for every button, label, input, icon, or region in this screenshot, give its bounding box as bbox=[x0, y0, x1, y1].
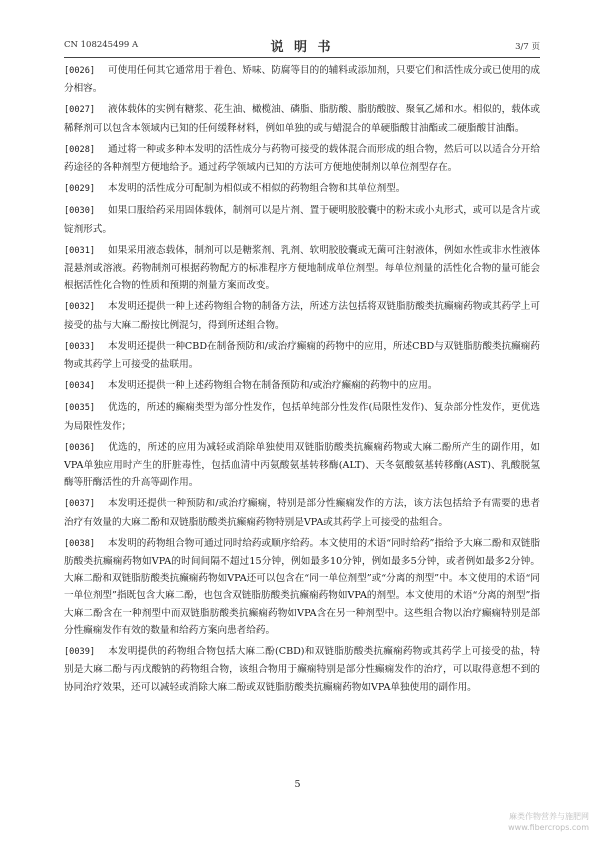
paragraph-number: [0033] bbox=[64, 341, 96, 352]
paragraph-text: 通过将一种或多种本发明的活性成分与药物可接受的载体混合而形成的组合物，然后可以以适合分开给药途径的各种剂型方便地给予。通过药学领域内已知的方法可方便地使制剂以单位剂型存在。 bbox=[64, 143, 540, 174]
paragraph-text: 优选的，所述的癫痫类型为部分性发作，包括单纯部分性发作(局限性发作)、复杂部分性发作，更优选为局限性发作； bbox=[64, 402, 540, 432]
paragraph-text: 液体载体的实例有糖浆、花生油、橄榄油、磷脂、脂肪酸、脂肪酸胺、聚氧乙烯和水。相似的，载体或稀释剂可以包含本领域内已知的任何缓释材料，例如单独的或与蜡混合的单硬脂酸甘油酯或二硬脂酸甘油酯。 bbox=[64, 104, 540, 134]
paragraph-text: 本发明还提供一种上述药物组合物的制备方法，所述方法包括将双链脂肪酸类抗癫痫药物或其药学上可接受的盐与大麻二酚按比例混匀，得到所述组合物。 bbox=[64, 301, 540, 331]
paragraph-0031 bbox=[64, 242, 540, 295]
paragraph-number: [0026] bbox=[64, 66, 96, 76]
paragraph-0033 bbox=[64, 338, 540, 373]
paragraph-number: [0028] bbox=[64, 144, 96, 155]
paragraph-number: [0039] bbox=[64, 647, 96, 658]
paragraph-text: 本发明的活性成分可配制为相似或不相似的药物组合物和其单位剂型。 bbox=[108, 183, 406, 195]
paragraph-0037 bbox=[64, 495, 540, 530]
watermark-url: www.fibercrops.com bbox=[508, 823, 589, 832]
paragraph-0032 bbox=[64, 298, 540, 333]
paragraph-0027 bbox=[64, 101, 540, 136]
page-title: 说 明 书 bbox=[270, 40, 334, 55]
paragraph-number: [0030] bbox=[64, 206, 96, 217]
paragraph-text: 如果口服给药采用固体载体，制剂可以是片剂、置于硬明胶胶囊中的粉末或小丸形式，或可以是含片或锭剂形式。 bbox=[64, 205, 540, 235]
paragraph-text: 本发明还提供一种CBD在制备预防和/或治疗癫痫的药物中的应用，所述CBD与双链脂肪酸类抗癫痫药物或其药学上可接受的盐联用。 bbox=[64, 340, 540, 371]
patent-number: CN 108245499 A bbox=[64, 40, 139, 50]
paragraph-number: [0037] bbox=[64, 499, 96, 510]
paragraph-0035 bbox=[64, 399, 540, 434]
page-header bbox=[64, 36, 540, 54]
page-number: 5 bbox=[294, 779, 301, 790]
page-indicator: 3/7 页 bbox=[515, 42, 540, 52]
paragraph-0030 bbox=[64, 202, 540, 237]
paragraph-number: [0038] bbox=[64, 538, 96, 549]
paragraph-0038 bbox=[64, 535, 540, 639]
paragraph-0036 bbox=[64, 439, 540, 492]
paragraph-number: [0031] bbox=[64, 245, 96, 256]
paragraph-text: 本发明提供的药物组合物包括大麻二酚(CBD)和双链脂肪酸类抗癫痫药物或其药学上可接受的盐，特别是大麻二酚与丙戊酸钠的药物组合物，该组合物用于癫痫特别是部分性癫痫发作的治疗，可以取得意想不到的协同治疗效果，还可以减轻或消除大麻二酚或双链脂肪酸类抗癫痫药物如VPA单独使用的副作用。 bbox=[64, 646, 540, 693]
watermark-site-name: 麻类作物营养与施肥网 bbox=[509, 812, 589, 821]
paragraph-number: [0032] bbox=[64, 302, 96, 313]
header-divider bbox=[64, 57, 540, 58]
paragraph-0039 bbox=[64, 643, 540, 696]
paragraph-text: 优选的，所述的应用为减轻或消除单独使用双链脂肪酸类抗癫痫药物或大麻二酚所产生的副作用，如VPA单独应用时产生的肝脏毒性，包括血清中丙氨酸氨基转移酶(ALT)、天冬氨酸氨基转移酶(AST)、乳酸脱氢酶等肝酶活性的升高等副作用。 bbox=[64, 441, 540, 489]
paragraph-number: [0029] bbox=[64, 184, 96, 195]
paragraph-text: 本发明的药物组合物可通过同时给药或顺序给药。本文使用的术语“同时给药”指给予大麻二酚和双链脂肪酸类抗癫痫药物如VPA的时间间隔不超过15分钟，例如最多10分钟，例如最多5分钟，或者例如最多2分钟。大麻二酚和双链脂肪酸类抗癫痫药物如VPA还可以包含在“同一单位剂型”或“分离的剂型”中。本文使用的术语“同一单位剂型”指既包含大麻二酚，也包含双链脂肪酸类抗癫痫药物如VPA的剂型。本文使用的术语“分离的剂型”指大麻二酚含在一种剂型中而双链脂肪酸类抗癫痫药物如VPA含在另一种剂型中。这些组合物以治疗癫痫特别是部分性癫痫发作有效的数量和给药方案向患者给药。 bbox=[64, 537, 540, 636]
paragraph-0028 bbox=[64, 141, 540, 176]
paragraph-text: 本发明还提供一种预防和/或治疗癫痫，特别是部分性癫痫发作的方法，该方法包括给予有需要的患者治疗有效量的大麻二酚和双链脂肪酸类抗癫痫药物特别是VPA或其药学上可接受的盐组合。 bbox=[64, 498, 540, 528]
paragraph-number: [0027] bbox=[64, 105, 96, 116]
paragraph-text: 本发明还提供一种上述药物组合物在制备预防和/或治疗癫痫的药物中的应用。 bbox=[108, 380, 438, 392]
paragraph-number: [0035] bbox=[64, 403, 96, 414]
paragraph-0026 bbox=[64, 62, 540, 97]
paragraph-0029 bbox=[64, 180, 540, 198]
paragraph-text: 如果采用液态载体，制剂可以是糖浆剂、乳剂、软明胶胶囊或无菌可注射液体，例如水性或非水性液体混悬剂或溶液。药物制剂可根据药物配方的标准程序方便地制成单位剂型。每单位剂量的活性化合物的量可能会根据活性化合物的性质和预期的剂量方案而改变。 bbox=[64, 244, 540, 292]
paragraph-number: [0034] bbox=[64, 381, 96, 392]
watermark bbox=[508, 811, 589, 833]
paragraph-text: 可使用任何其它通常用于着色、矫味、防腐等目的的辅料或添加剂，只要它们和活性成分或已使用的成分相容。 bbox=[64, 65, 540, 95]
paragraph-number: [0036] bbox=[64, 442, 96, 453]
document-body bbox=[64, 62, 540, 700]
paragraph-0034 bbox=[64, 377, 540, 395]
